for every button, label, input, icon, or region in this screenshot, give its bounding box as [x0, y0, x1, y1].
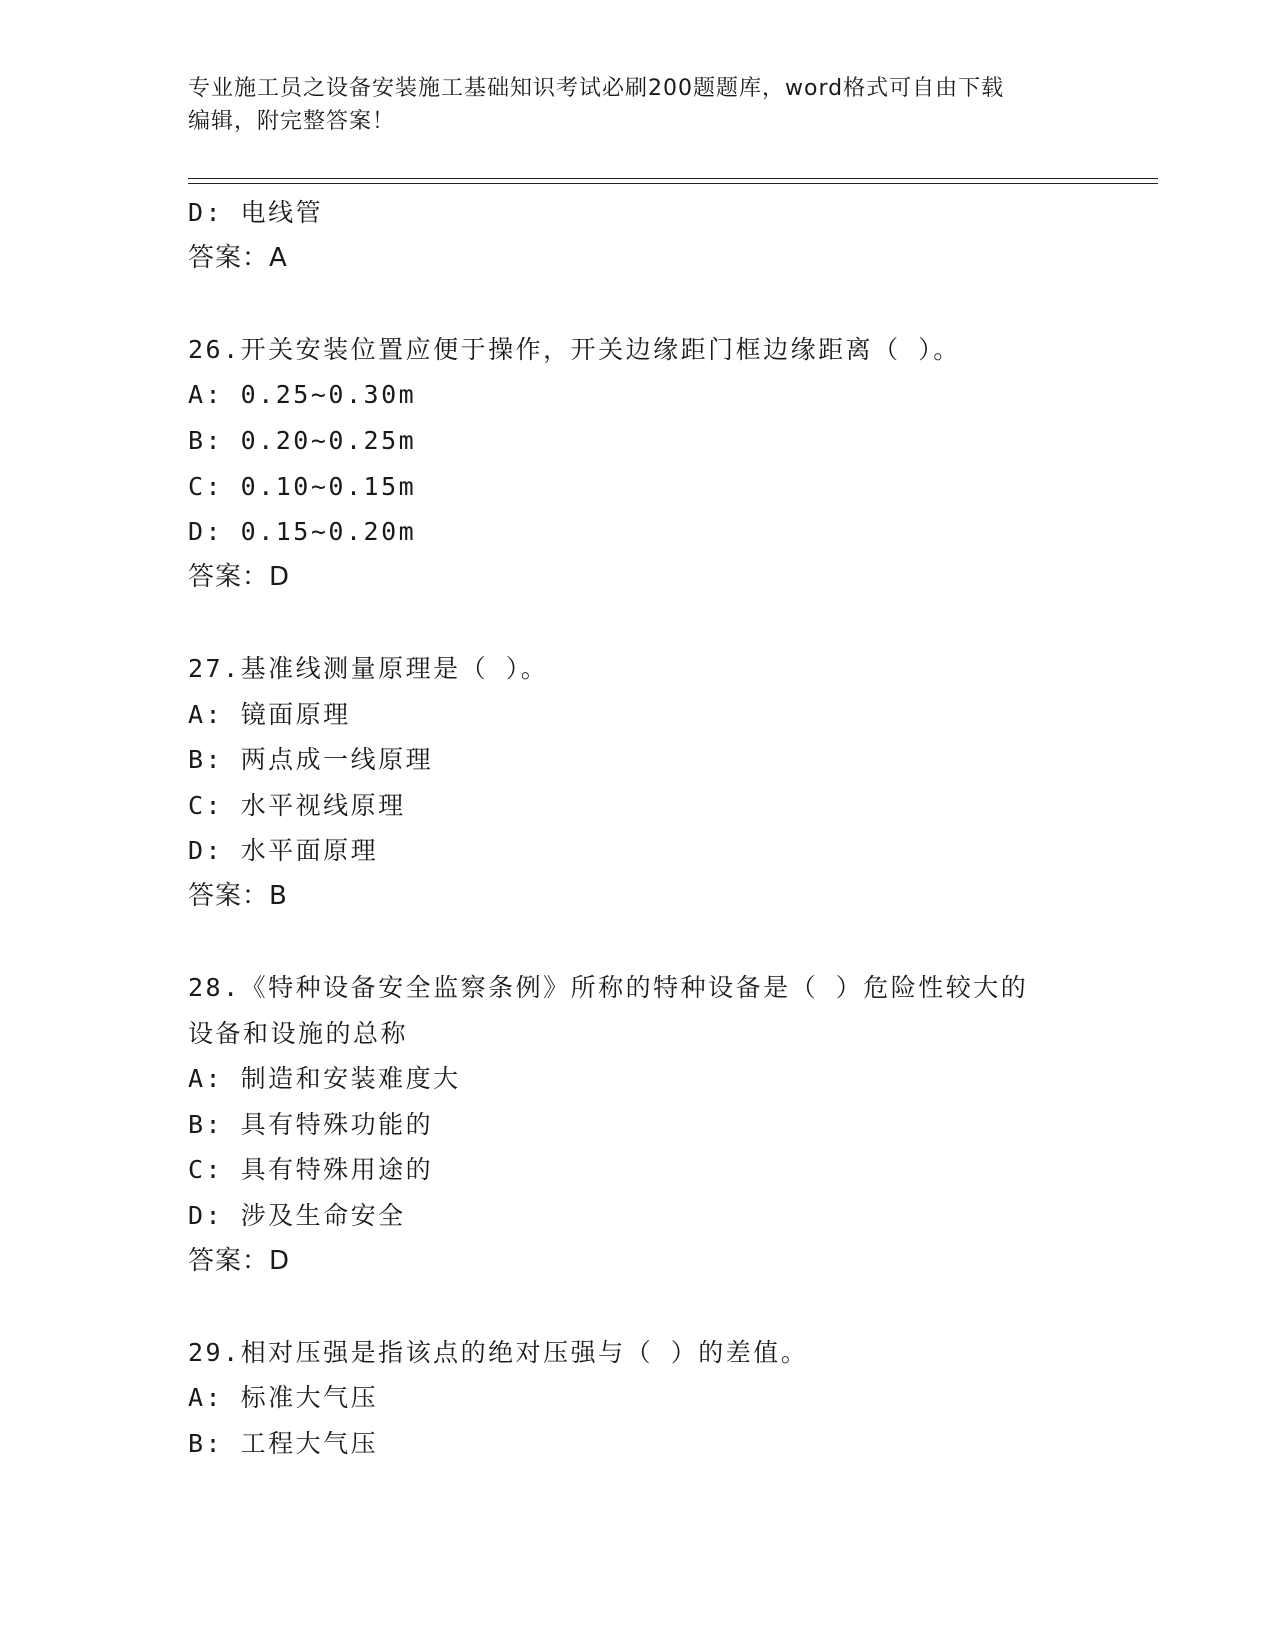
answer: 答案：B: [188, 880, 288, 911]
option-b: B: 具有特殊功能的: [188, 1109, 434, 1139]
option-d: D: 水平面原理: [188, 836, 379, 866]
option-c: C: 具有特殊用途的: [188, 1155, 434, 1185]
question-list: [188, 190, 1088, 1467]
option-a: A: 制造和安装难度大: [188, 1064, 461, 1094]
option-d: D: 涉及生命安全: [188, 1201, 406, 1231]
question-26: [188, 327, 1088, 601]
question-29: [188, 1330, 1088, 1467]
prev-question-option-d: D: 电线管: [188, 198, 324, 227]
answer: 答案：D: [188, 561, 291, 592]
prev-question-answer: 答案：A: [188, 242, 288, 273]
option-b: B: 0.20~0.25m: [188, 425, 417, 455]
header-title-line-1: 专业施工员之设备安装施工基础知识考试必刷200题题库，word格式可自由下载: [188, 76, 1005, 101]
question-27: [188, 646, 1088, 920]
question-text: 27.基准线测量原理是（ ）。: [188, 653, 549, 683]
option-c: C: 0.10~0.15m: [188, 471, 417, 501]
option-c: C: 水平视线原理: [188, 790, 406, 820]
answer: 答案：D: [188, 1245, 291, 1276]
option-b: B: 两点成一线原理: [188, 745, 434, 775]
question-text-line-2: 设备和设施的总称: [188, 1018, 409, 1048]
question-text: 26.开关安装位置应便于操作，开关边缘距门框边缘距离（ ）。: [188, 334, 961, 364]
option-b: B: 工程大气压: [188, 1429, 379, 1459]
header-title-line-2: 编辑，附完整答案！: [188, 109, 396, 134]
question-text: 29.相对压强是指该点的绝对压强与（ ）的差值。: [188, 1337, 809, 1367]
option-a: A: 0.25~0.30m: [188, 380, 417, 410]
option-a: A: 镜面原理: [188, 699, 351, 729]
header-divider-bottom: [188, 183, 1158, 184]
question-text-line-1: 28.《特种设备安全监察条例》所称的特种设备是（ ）危险性较大的: [188, 973, 1029, 1003]
option-d: D: 0.15~0.20m: [188, 517, 417, 547]
question-28: [188, 965, 1088, 1284]
header-divider-top: [188, 178, 1158, 179]
option-a: A: 标准大气压: [188, 1383, 379, 1413]
document-header: [188, 72, 1068, 138]
